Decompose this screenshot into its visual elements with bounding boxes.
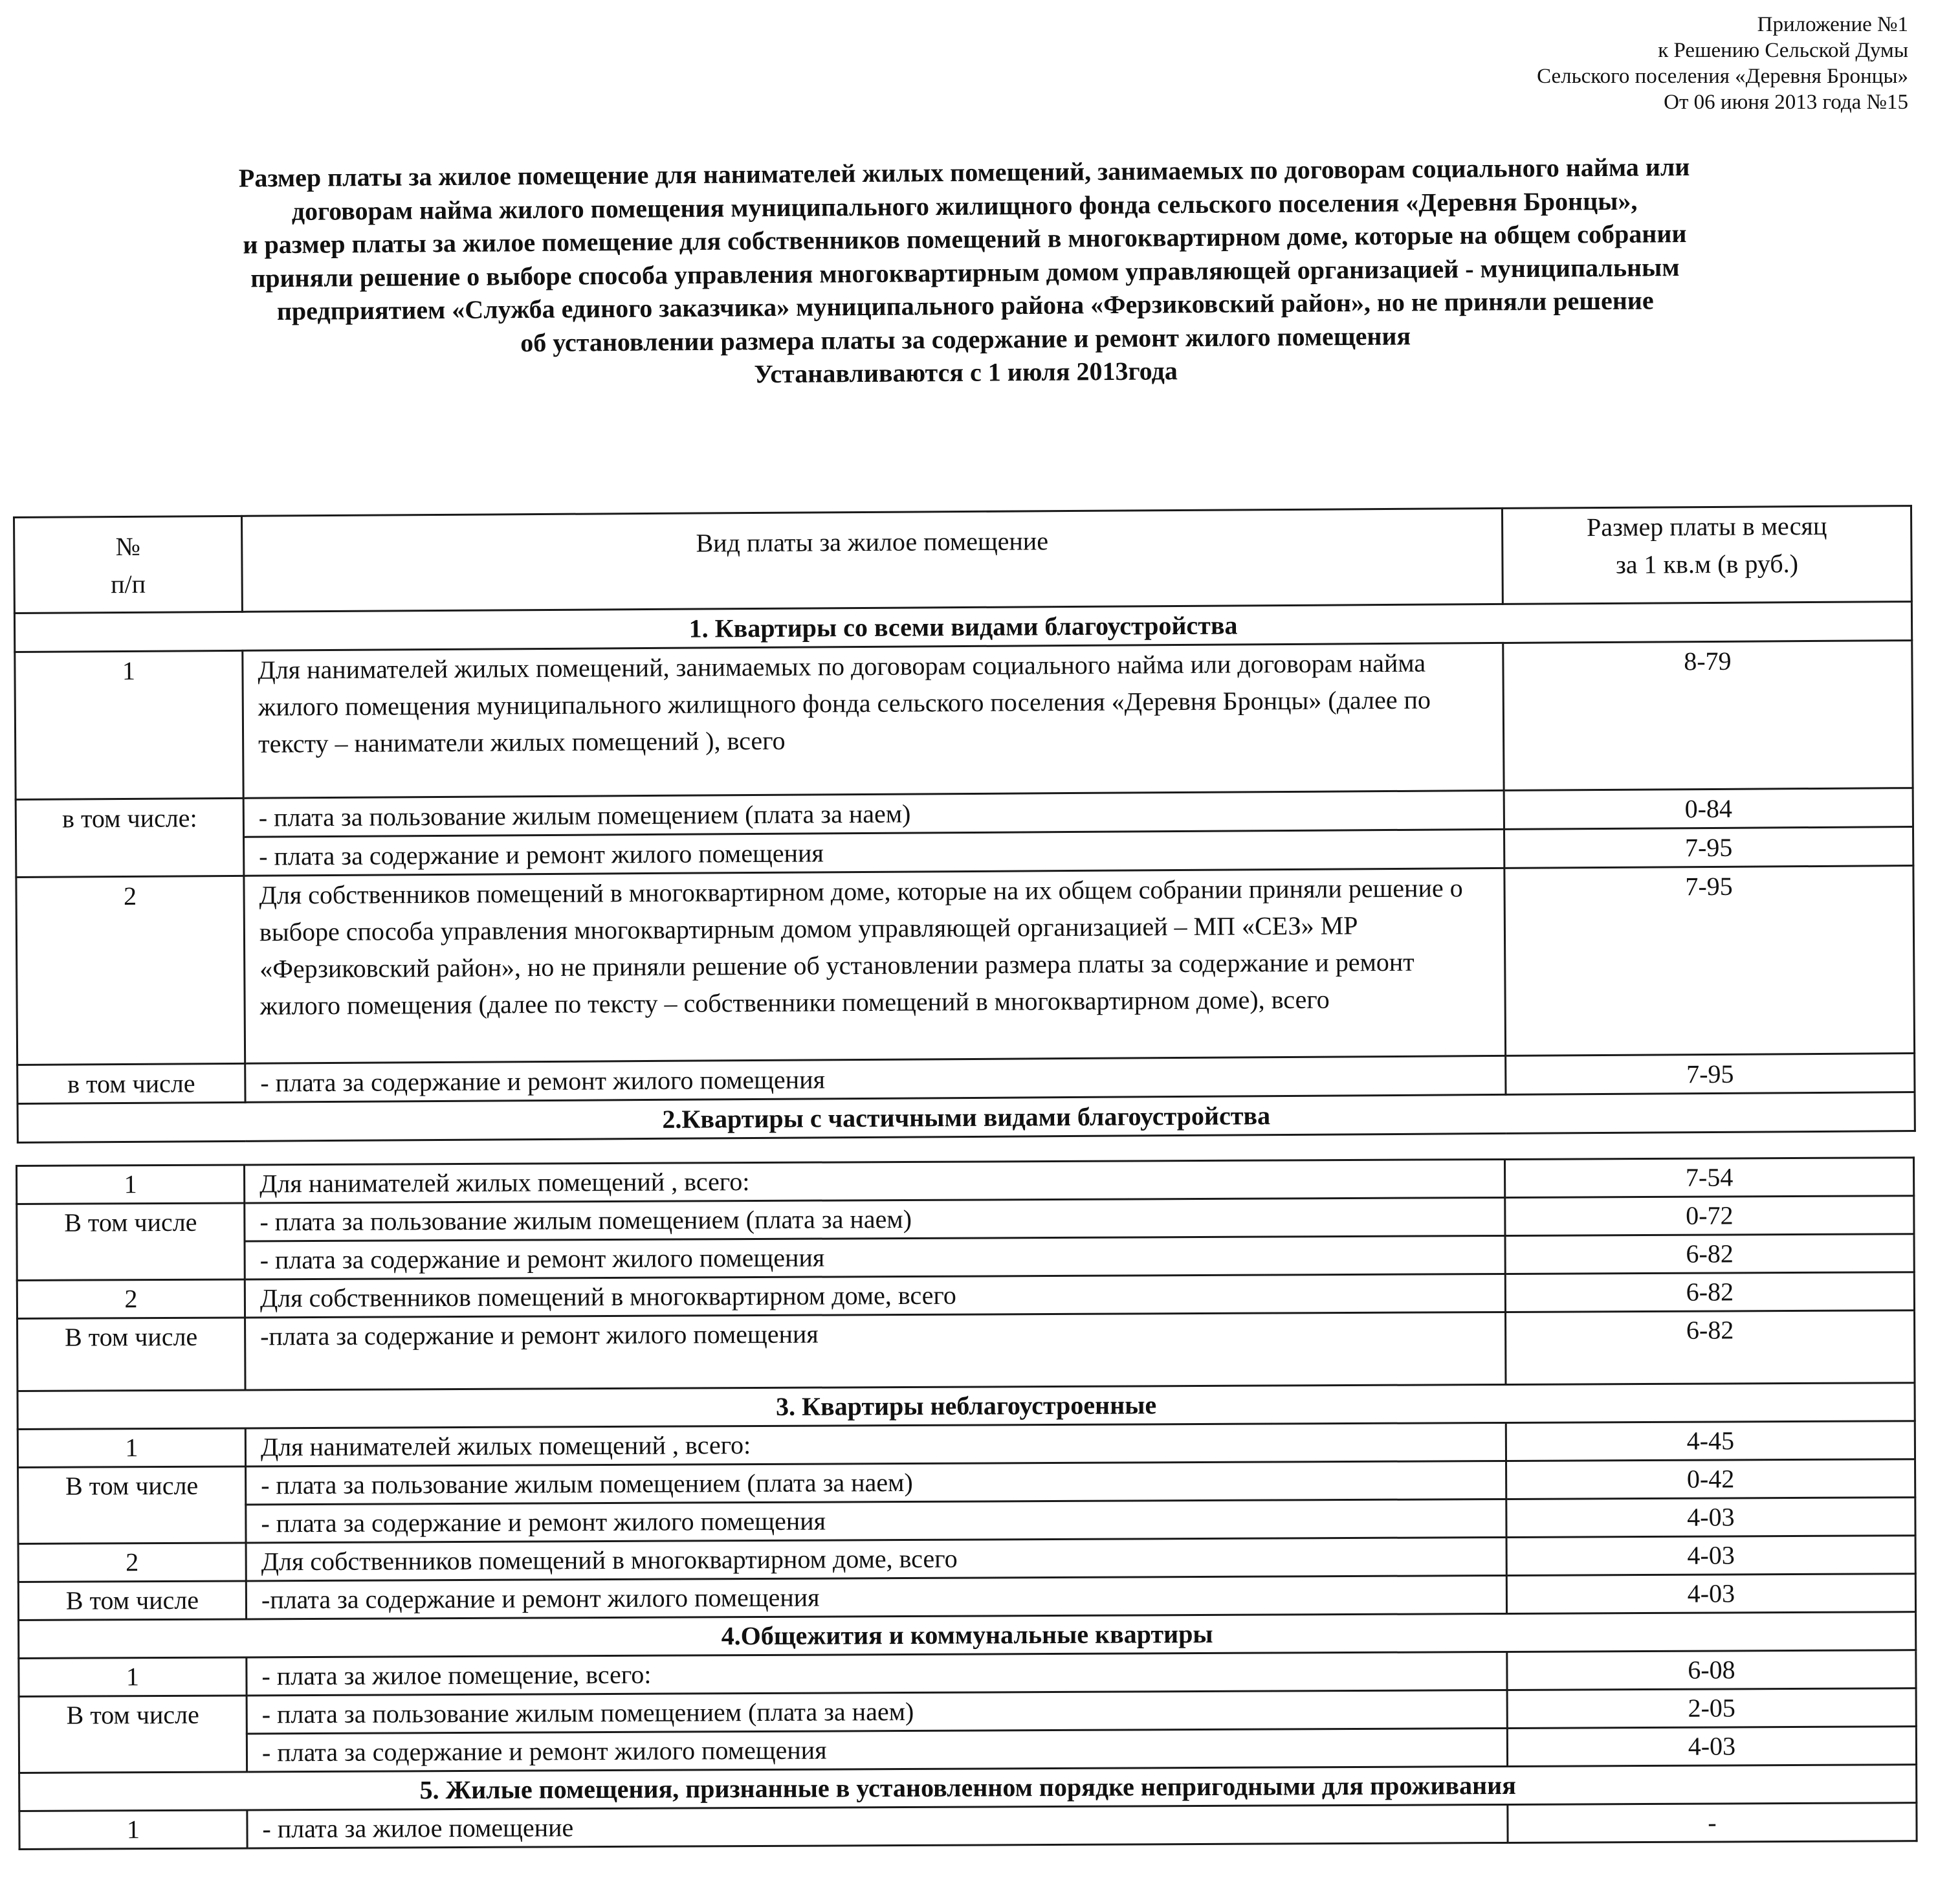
row-value: 6-82 <box>1506 1310 1915 1385</box>
table-row <box>17 1310 1915 1391</box>
title-line: и размер платы за жилое помещение для собственников помещений в многоквартирном доме, которые на общем собрании <box>243 219 1687 260</box>
row-value: - <box>1508 1803 1917 1843</box>
row-description: Для собственников помещений в многоквартирном доме, которые на их общем собрании приняли решение о выборе способа управления многоквартирным домом управляющей организацией – МП «СЕЗ» МР «Ферзиковский район», но не приняли решение об установлении размера платы за содержание и ремонт жилого помещения (далее по тексту – собственники помещений в многоквартирном доме), всего <box>244 868 1506 1063</box>
appendix-date: От 06 июня 2013 года №15 <box>1664 91 1908 114</box>
table-header-row <box>14 506 1912 614</box>
header-fee-amount: Размер платы в месяц за 1 кв.м (в руб.) <box>1502 506 1911 604</box>
row-number: в том числе <box>17 1063 245 1103</box>
section-title: 4.Общежития и коммунальные квартиры <box>19 1612 1916 1659</box>
row-value: 4-45 <box>1506 1421 1915 1461</box>
section-title: 5. Жилые помещения, признанные в установленном порядке непригодными для проживания <box>19 1765 1917 1811</box>
row-value: 4-03 <box>1507 1727 1916 1767</box>
title-line: предприятием «Служба единого заказчика» муниципального района «Ферзиковский район», но не приняли решение <box>276 285 1654 326</box>
row-number: 1 <box>15 650 243 799</box>
row-value: 7-95 <box>1504 827 1913 868</box>
section-title: 1. Квартиры со всеми видами благоустройства <box>14 602 1911 652</box>
title-line: договорам найма жилого помещения муниципального жилищного фонда сельского поселения «Деревня Бронцы», <box>291 186 1638 226</box>
row-value: 6-82 <box>1505 1272 1914 1312</box>
row-value: 7-95 <box>1504 866 1915 1056</box>
title-line: Размер платы за жилое помещение для нанимателей жилых помещений, занимаемых по договорам социального найма или <box>238 151 1690 193</box>
row-value: 2-05 <box>1507 1688 1916 1729</box>
table-row <box>16 866 1915 1065</box>
row-number: В том числе <box>19 1696 247 1773</box>
row-description: Для собственников помещений в многоквартирном доме, всего <box>246 1537 1506 1580</box>
row-value: 4-03 <box>1506 1536 1915 1576</box>
row-value: 0-42 <box>1506 1459 1915 1499</box>
row-description: - плата за содержание и ремонт жилого помещения <box>246 1499 1506 1542</box>
row-description: Для собственников помещений в многоквартирном доме, всего <box>245 1274 1505 1317</box>
row-description: Для нанимателей жилых помещений, занимаемых по договорам социального найма или договорам найма жилого помещения муниципального жилищного фонда сельского поселения «Деревня Бронцы» (далее по тексту – наниматели жилых помещений ), всего <box>243 643 1504 798</box>
row-number: В том числе <box>17 1203 245 1281</box>
fee-table-part1 <box>13 505 1916 1144</box>
row-description: - плата за содержание и ремонт жилого помещения <box>245 1235 1505 1279</box>
row-value: 7-54 <box>1504 1158 1913 1198</box>
row-number: 2 <box>18 1543 246 1582</box>
row-number: 1 <box>17 1165 245 1204</box>
row-description: - плата за пользование жилым помещением (плата за наем) <box>243 790 1504 837</box>
row-number: В том числе <box>17 1318 245 1391</box>
row-description: - плата за содержание и ремонт жилого помещения <box>245 1056 1506 1102</box>
row-description: - плата за жилое помещение, всего: <box>247 1652 1507 1695</box>
row-number: В том числе <box>18 1466 247 1544</box>
section-title: 2.Квартиры с частичными видами благоустройства <box>17 1092 1915 1143</box>
row-value: 4-03 <box>1506 1498 1915 1538</box>
row-value: 7-95 <box>1506 1054 1915 1095</box>
row-number: 1 <box>19 1810 247 1850</box>
header-number: № п/п <box>14 516 243 613</box>
row-value: 6-08 <box>1507 1650 1916 1690</box>
row-number: В том числе <box>18 1581 246 1620</box>
row-description: Для нанимателей жилых помещений , всего: <box>245 1159 1505 1202</box>
title-effective-date: Устанавливаются с 1 июля 2013года <box>754 356 1178 389</box>
section-title: 3. Квартиры неблагоустроенные <box>17 1383 1915 1430</box>
row-description: -плата за содержание и ремонт жилого помещения <box>245 1312 1506 1389</box>
appendix-decision: к Решению Сельской Думы <box>1658 39 1908 62</box>
appendix-settlement: Сельского поселения «Деревня Бронцы» <box>1537 65 1908 88</box>
appendix-number: Приложение №1 <box>1757 13 1908 36</box>
row-description: - плата за пользование жилым помещением (плата за наем) <box>247 1690 1507 1733</box>
table-row <box>15 641 1913 800</box>
row-value: 0-84 <box>1504 788 1913 830</box>
document-title <box>39 149 1891 397</box>
row-number: в том числе: <box>16 798 244 877</box>
row-number: 2 <box>17 1279 245 1319</box>
row-description: - плата за жилое помещение <box>247 1804 1508 1848</box>
table-row <box>19 1803 1917 1850</box>
row-description: - плата за содержание и ремонт жилого помещения <box>244 829 1504 876</box>
row-value: 8-79 <box>1503 641 1913 791</box>
row-value: 0-72 <box>1505 1196 1914 1236</box>
row-description: - плата за содержание и ремонт жилого помещения <box>247 1728 1507 1771</box>
row-number: 1 <box>17 1428 245 1468</box>
appendix-header <box>1537 12 1908 115</box>
row-description: - плата за пользование жилым помещением (плата за наем) <box>245 1197 1505 1241</box>
title-line: приняли решение о выборе способа управления многоквартирным домом управляющей организацией - муниципальным <box>250 252 1680 293</box>
title-line: об установлении размера платы за содержание и ремонт жилого помещения <box>520 320 1411 357</box>
row-description: -плата за содержание и ремонт жилого помещения <box>246 1575 1506 1619</box>
row-number: 2 <box>16 876 245 1065</box>
header-fee-type: Вид платы за жилое помещение <box>242 508 1503 612</box>
fee-table-part2 <box>16 1156 1918 1850</box>
row-description: Для нанимателей жилых помещений , всего: <box>245 1422 1506 1466</box>
row-number: 1 <box>19 1657 247 1697</box>
row-value: 6-82 <box>1505 1234 1914 1274</box>
row-value: 4-03 <box>1506 1574 1915 1614</box>
row-description: - плата за пользование жилым помещением (плата за наем) <box>246 1461 1506 1504</box>
